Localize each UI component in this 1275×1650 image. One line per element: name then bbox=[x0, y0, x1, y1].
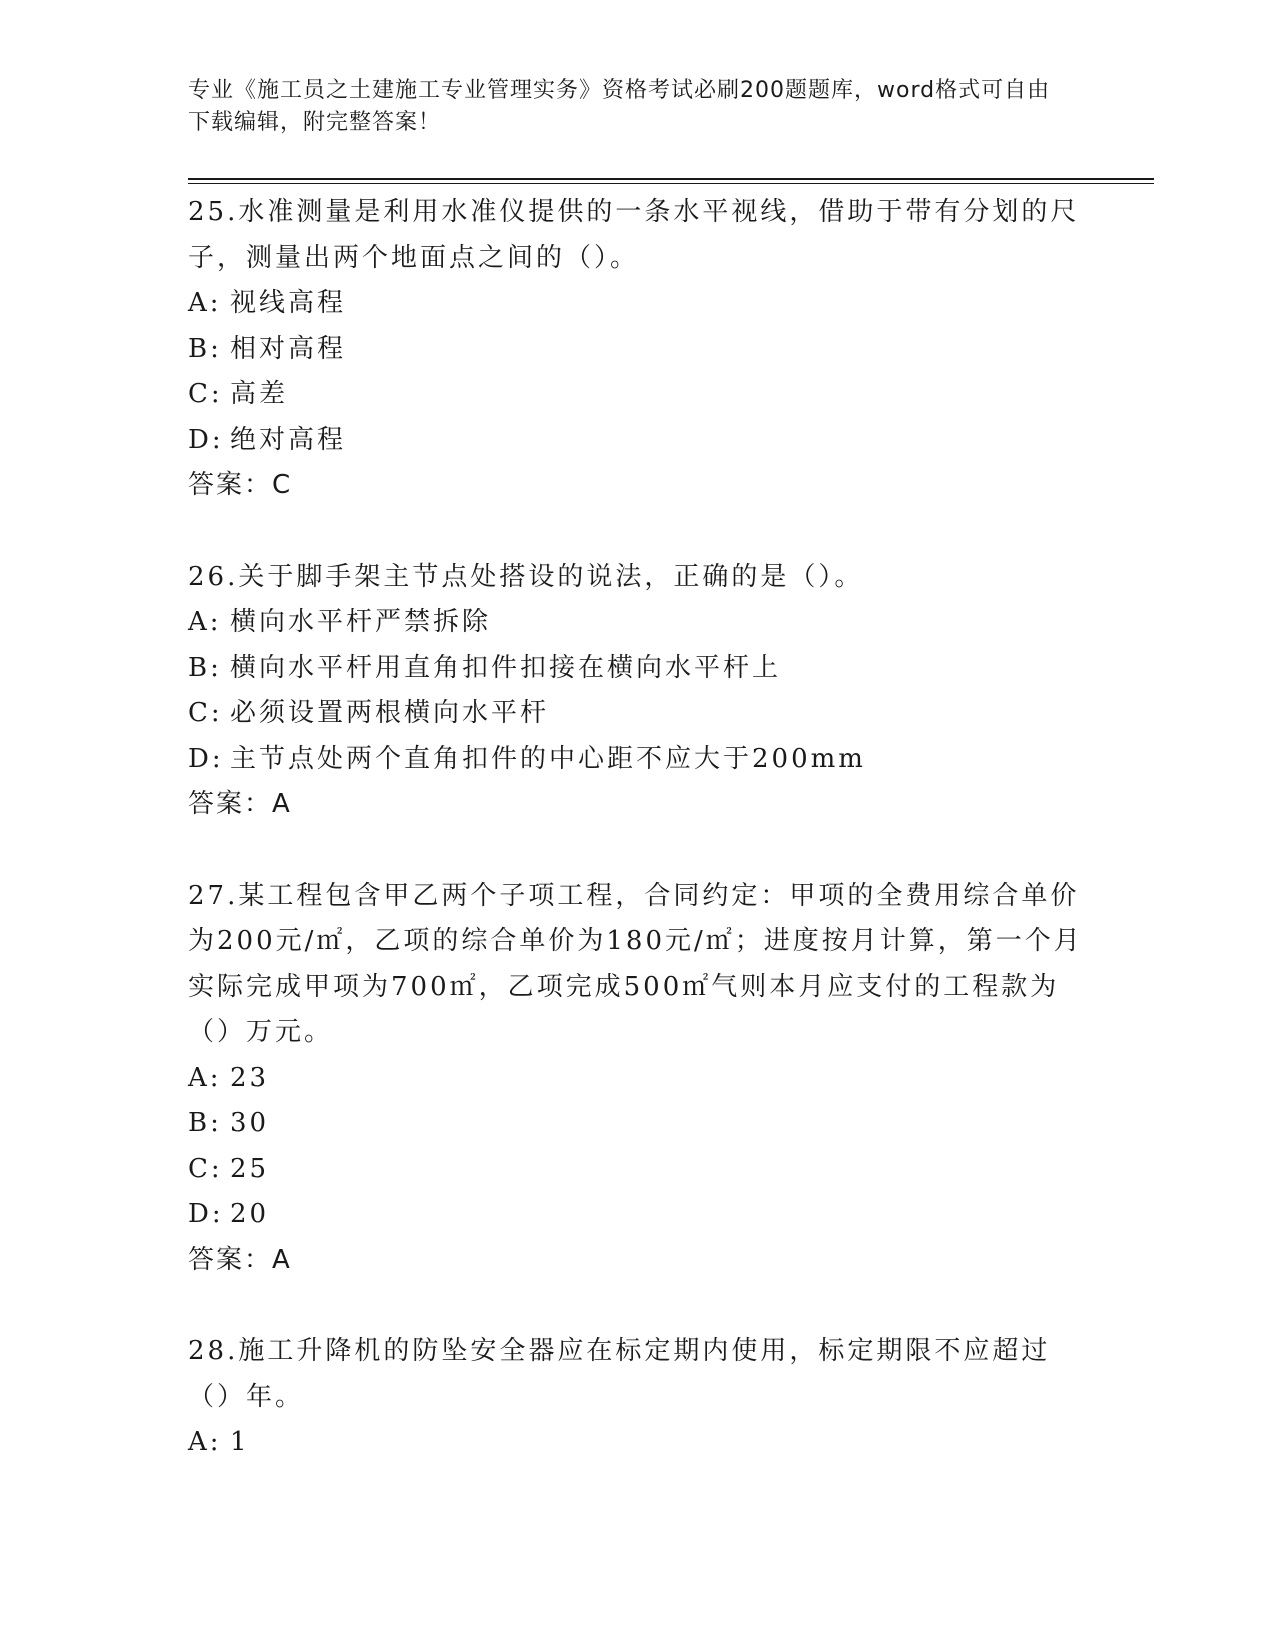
option-key: D: bbox=[188, 1199, 224, 1229]
option-text: 绝对高程 bbox=[230, 424, 347, 455]
option-c bbox=[188, 691, 1088, 737]
question-text: 27.某工程包含甲乙两个子项工程，合同约定：甲项的全费用综合单价为200元/㎡，乙项的综合单价为180元/㎡；进度按月计算，第一个月实际完成甲项为700㎡，乙项完成500㎡气则本月应支付的工程款为（）万元。 bbox=[188, 880, 1083, 1047]
option-text: 横向水平杆用直角扣件扣接在横向水平杆上 bbox=[230, 652, 782, 683]
question-25 bbox=[188, 190, 1088, 509]
option-text: 30 bbox=[230, 1108, 270, 1138]
option-b bbox=[188, 646, 1088, 692]
option-text: 20 bbox=[230, 1199, 270, 1229]
option-key: C: bbox=[188, 379, 223, 409]
option-d bbox=[188, 418, 1088, 464]
option-a bbox=[188, 1056, 1088, 1102]
option-text: 高差 bbox=[230, 379, 289, 409]
option-key: A: bbox=[188, 607, 222, 637]
option-text: 23 bbox=[230, 1062, 270, 1093]
option-text: 相对高程 bbox=[230, 333, 347, 364]
option-text: 1 bbox=[230, 1427, 250, 1457]
option-c bbox=[188, 1147, 1088, 1193]
question-text: 25.水准测量是利用水准仪提供的一条水平视线，借助于带有分划的尺子，测量出两个地面点之间的（）。 bbox=[188, 197, 1080, 273]
option-d bbox=[188, 1192, 1088, 1238]
option-a bbox=[188, 600, 1088, 646]
question-text: 28.施工升降机的防坠安全器应在标定期内使用，标定期限不应超过（）年。 bbox=[188, 1336, 1051, 1412]
option-key: A: bbox=[188, 288, 222, 318]
option-a bbox=[188, 1420, 1088, 1466]
option-d bbox=[188, 737, 1088, 783]
option-b bbox=[188, 1101, 1088, 1147]
header-divider-thin bbox=[188, 183, 1154, 184]
option-key: A: bbox=[188, 1427, 222, 1457]
question-27 bbox=[188, 874, 1088, 1284]
option-text: 必须设置两根横向水平杆 bbox=[230, 698, 550, 728]
answer-line: 答案：A bbox=[188, 1244, 292, 1275]
option-key: B: bbox=[188, 1108, 222, 1138]
option-key: C: bbox=[188, 698, 223, 728]
option-text: 横向水平杆严禁拆除 bbox=[230, 607, 492, 637]
option-text: 主节点处两个直角扣件的中心距不应大于200mm bbox=[230, 743, 866, 774]
option-key: B: bbox=[188, 652, 222, 683]
answer-line: 答案：A bbox=[188, 789, 292, 819]
question-28 bbox=[188, 1329, 1088, 1466]
option-text: 视线高程 bbox=[230, 288, 347, 318]
answer-line: 答案：C bbox=[188, 470, 293, 500]
option-key: D: bbox=[188, 424, 224, 455]
option-b bbox=[188, 327, 1088, 373]
option-key: D: bbox=[188, 743, 224, 774]
document-header: 专业《施工员之土建施工专业管理实务》资格考试必刷200题题库，word格式可自由下载编辑，附完整答案！ bbox=[188, 78, 1051, 135]
option-text: 25 bbox=[230, 1153, 270, 1184]
question-text: 26.关于脚手架主节点处搭设的说法，正确的是（）。 bbox=[188, 561, 864, 592]
option-c bbox=[188, 372, 1088, 418]
option-a bbox=[188, 281, 1088, 327]
header-divider-thick bbox=[188, 178, 1154, 180]
option-key: A: bbox=[188, 1062, 222, 1093]
question-26 bbox=[188, 555, 1088, 828]
question-list bbox=[188, 190, 1088, 1512]
option-key: B: bbox=[188, 333, 222, 364]
option-key: C: bbox=[188, 1153, 223, 1184]
